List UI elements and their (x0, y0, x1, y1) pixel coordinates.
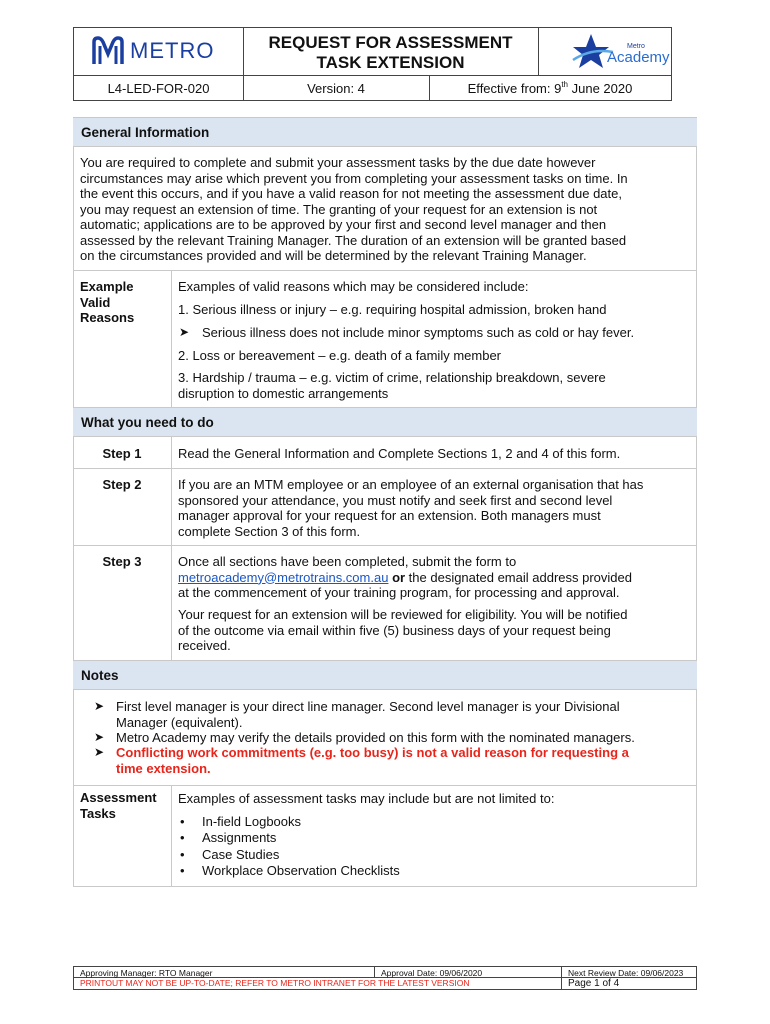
academy-logo (539, 28, 671, 75)
form-header (73, 27, 672, 101)
form-code: L4-LED-FOR-020 (74, 76, 244, 101)
reason-item-1: 1. Serious illness or injury – e.g. requiring hospital admission, broken hand (178, 302, 607, 317)
note-1: First level manager is your direct line manager. Second level manager is your Divisional Manager (equivalent). (116, 699, 620, 730)
tasks-intro: Examples of assessment tasks may include but are not limited to: (178, 791, 555, 806)
logo-text: METRO (130, 38, 215, 63)
reason-item-2: 2. Loss or bereavement – e.g. death of a family member (178, 348, 502, 363)
reasons-intro: Examples of valid reasons which may be considered include: (178, 279, 529, 294)
reasons-label: Example Valid Reasons (80, 279, 135, 325)
task-item: Case Studies (202, 847, 280, 862)
note-2: Metro Academy may verify the details provided on this form with the nominated managers. (116, 730, 635, 745)
task-item: Workplace Observation Checklists (202, 863, 400, 878)
general-info-text: You are required to complete and submit your assessment tasks by the due date however circumstances may arise which prevent you from completing your assessment tasks on time. In the event this occurs, and if you have a valid reason for not meeting the assessment due date, you may request an extension of time. The granting of your request for an extension is not automatic; applications are to be approved by your first and second level manager and then assessed by the relevant Training Manager. The duration of an extension will be granted based on the circumstances provided and will be determined by the relevant Training Manager. (80, 155, 628, 263)
metro-logo (74, 28, 244, 75)
approving-manager: Approving Manager: RTO Manager (80, 968, 213, 978)
steps-heading: What you need to do (73, 407, 697, 437)
general-info-heading: General Information (73, 117, 697, 147)
arrow-bullet-icon: ➤ (94, 745, 105, 759)
title-line-1: REQUEST FOR ASSESSMENT (268, 33, 513, 52)
form-footer (73, 966, 697, 990)
form-title (243, 28, 539, 75)
effective-date: Effective from: 9th June 2020 (467, 80, 633, 96)
step-2-label: Step 2 (102, 477, 142, 492)
task-item: In-field Logbooks (202, 814, 302, 829)
step-1-label: Step 1 (102, 446, 142, 461)
form-version: Version: 4 (243, 76, 430, 101)
step-3-review-text: Your request for an extension will be reviewed for eligibility. You will be notified of the outcome via email within five (5) business days of your request being received. (178, 607, 628, 653)
bullet-icon: • (180, 863, 185, 878)
arrow-bullet-icon: ➤ (94, 730, 105, 744)
academy-text: Academy (607, 49, 670, 66)
reason-item-3: 3. Hardship / trauma – e.g. victim of crime, relationship breakdown, severe disruption to domestic arrangements (178, 370, 606, 401)
next-review-date: Next Review Date: 09/06/2023 (568, 968, 684, 978)
title-line-2: TASK EXTENSION (316, 53, 465, 72)
printout-warning: PRINTOUT MAY NOT BE UP-TO-DATE; REFER TO METRO INTRANET FOR THE LATEST VERSION (80, 978, 470, 988)
step-2-text: If you are an MTM employee or an employee of an external organisation that has sponsored your attendance, you must notify and seek first and second level manager approval for your request for an extension. Both managers must complete Section 3 of this form. (178, 477, 644, 539)
step-1-text: Read the General Information and Complete Sections 1, 2 and 4 of this form. (178, 446, 621, 461)
tasks-label: Assessment Tasks (80, 790, 157, 821)
arrow-bullet-icon: ➤ (179, 325, 190, 339)
arrow-bullet-icon: ➤ (94, 699, 105, 713)
notes-heading: Notes (73, 660, 697, 690)
step-3-label: Step 3 (102, 554, 142, 569)
note-3-warning: Conflicting work commitments (e.g. too busy) is not a valid reason for requesting a time extension. (116, 745, 629, 776)
step-3-text: Once all sections have been completed, submit the form to metroacademy@metrotrains.com.au or the designated email address provided at the commencement of your training program, for processing and approval. (178, 554, 632, 600)
approval-date: Approval Date: 09/06/2020 (381, 968, 483, 978)
bullet-icon: • (180, 847, 185, 862)
bullet-icon: • (180, 814, 185, 829)
bullet-icon: • (180, 830, 185, 845)
task-item: Assignments (202, 830, 277, 845)
page-number: Page 1 of 4 (568, 978, 620, 989)
reason-sub-1: Serious illness does not include minor symptoms such as cold or hay fever. (202, 325, 635, 340)
email-link[interactable]: metroacademy@metrotrains.com.au (178, 569, 389, 585)
academy-small-text: Metro (627, 43, 645, 50)
